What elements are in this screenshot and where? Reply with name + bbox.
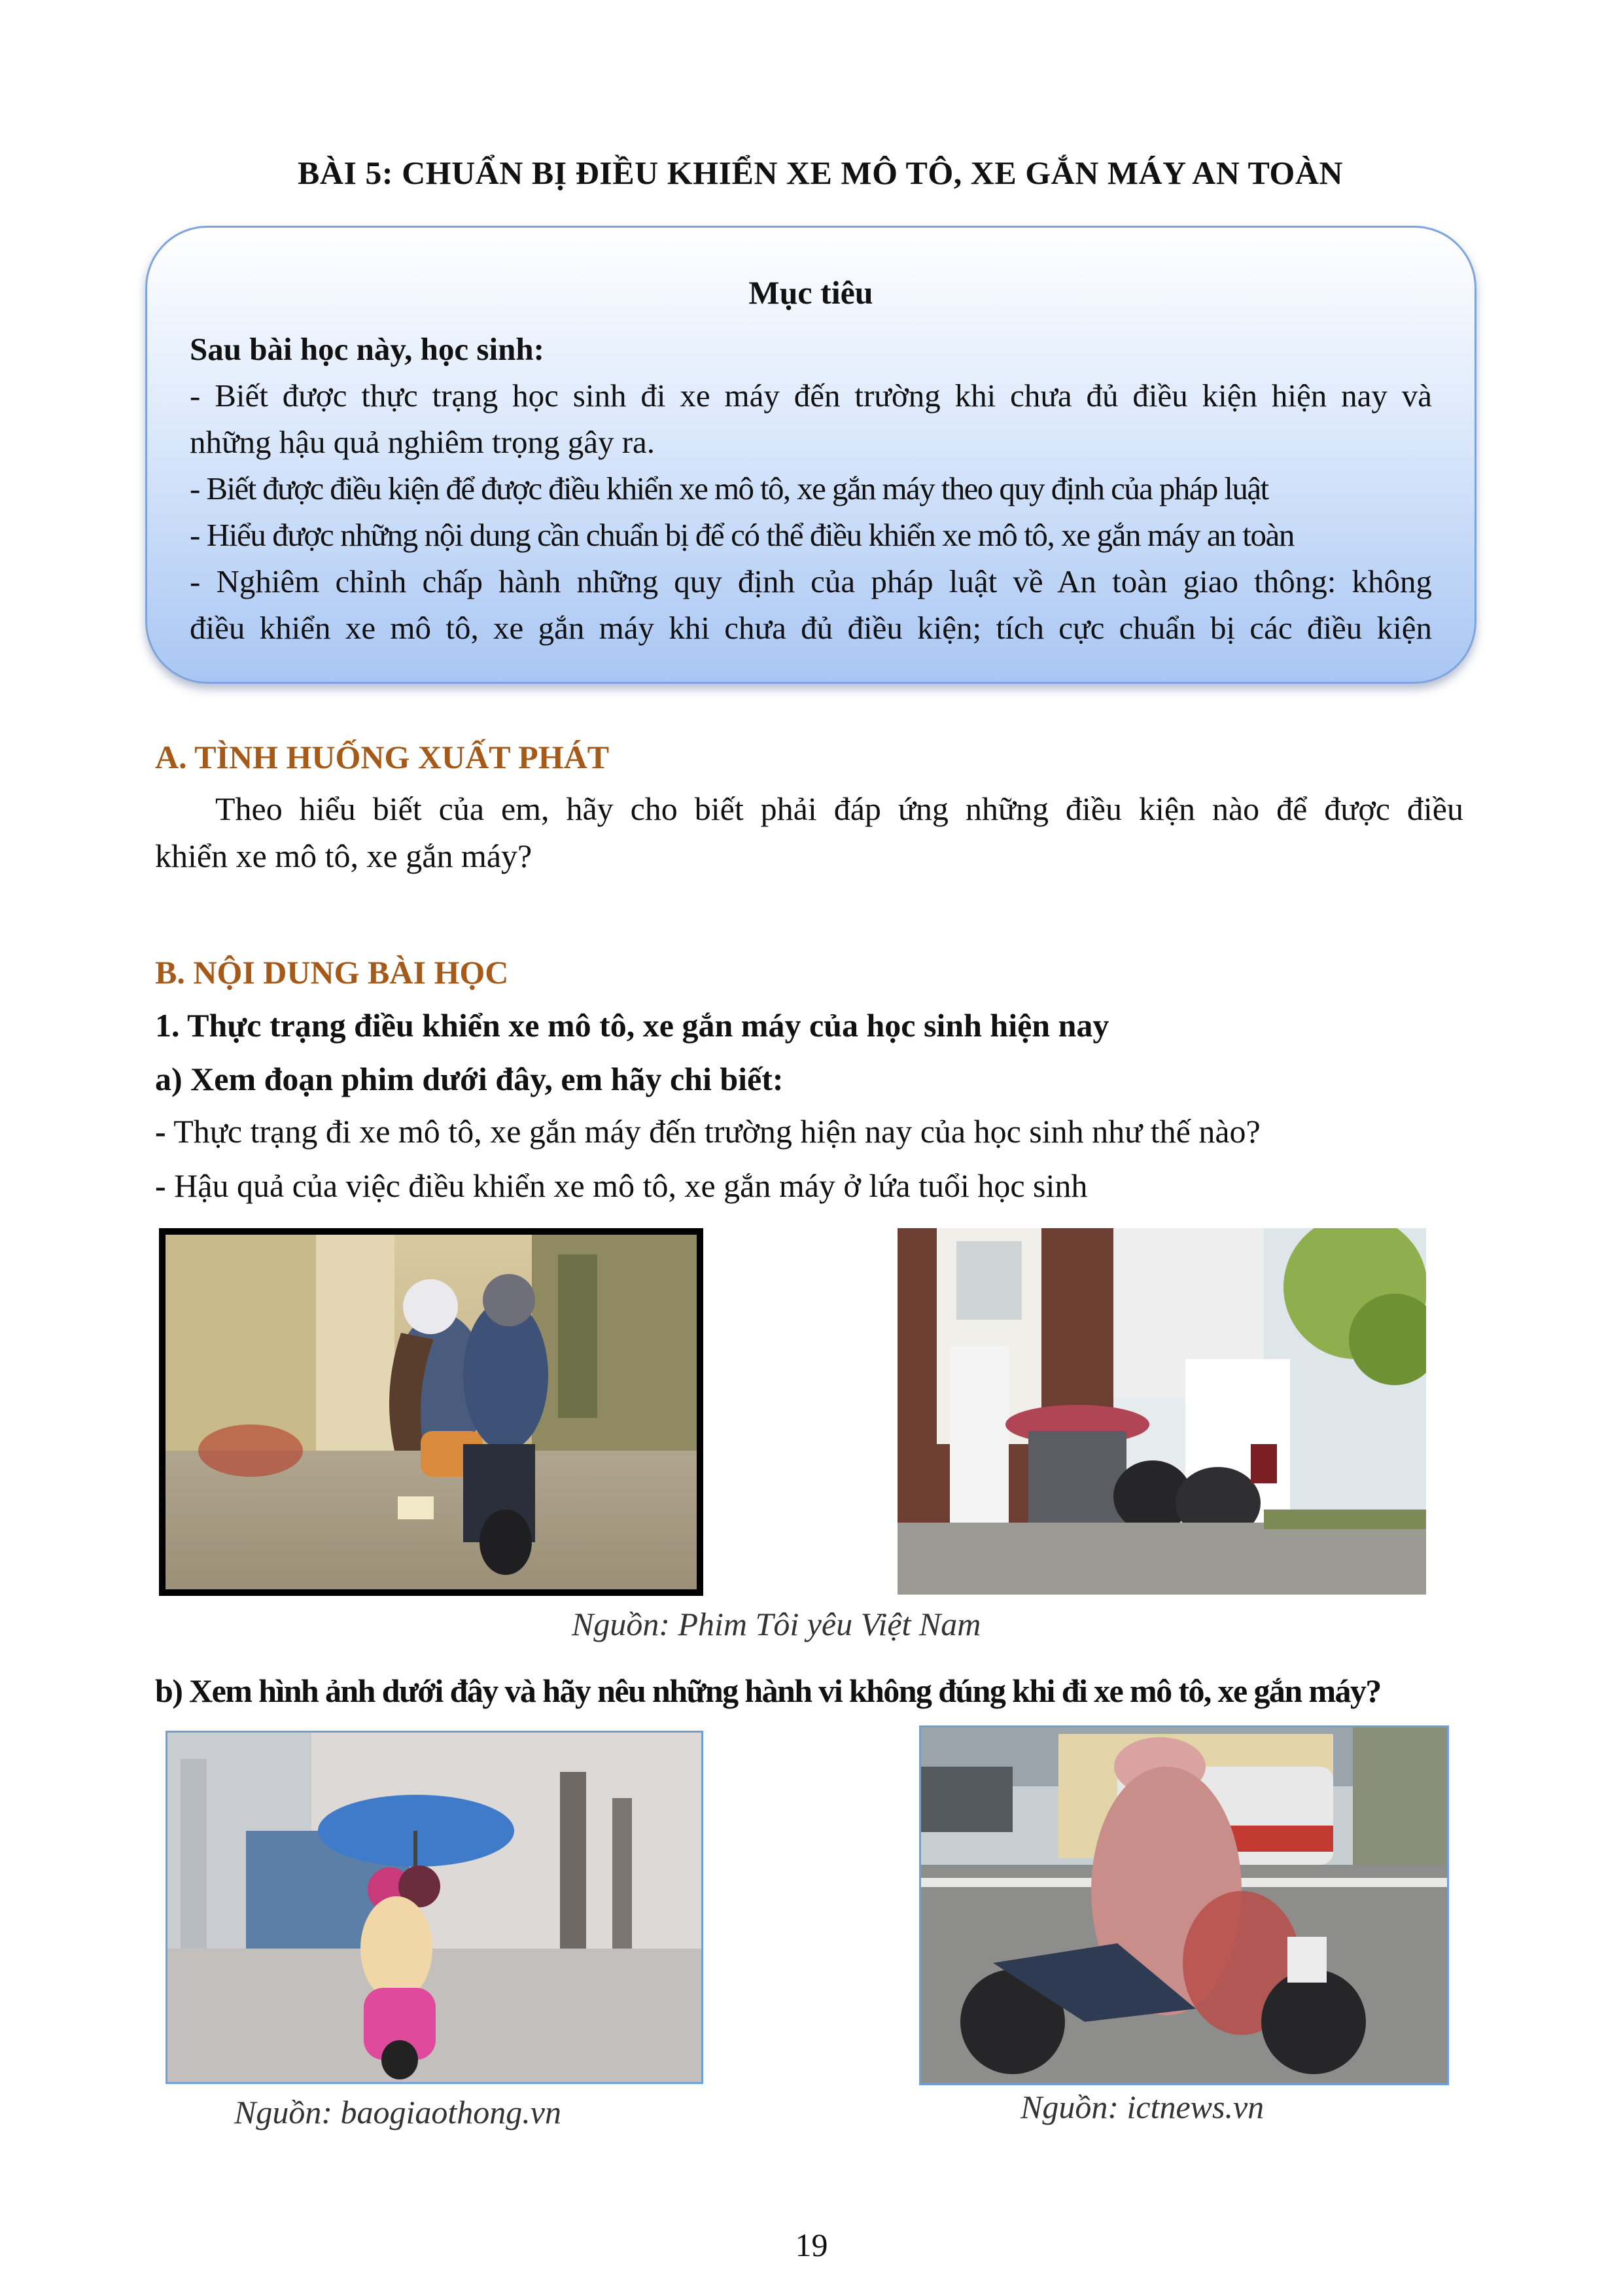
objectives-box	[145, 226, 1476, 684]
objective-line: điều khiển xe mô tô, xe gắn máy khi chưa đủ điều kiện; tích cực chuẩn bị các điều kiện	[190, 610, 1432, 646]
lesson-title: BÀI 5: CHUẨN BỊ ĐIỀU KHIỂN XE MÔ TÔ, XE GẮN MÁY AN TOÀN	[298, 154, 1344, 191]
objectives-intro: Sau bài học này, học sinh:	[190, 331, 544, 367]
photo-image	[921, 1727, 1447, 2083]
photo-girls-umbrella-scooter	[166, 1731, 703, 2084]
photo-image	[167, 1733, 701, 2082]
section-a-paragraph	[155, 785, 1463, 879]
bullet-text: Thực trạng đi xe mô tô, xe gắn máy đến trường hiện nay của học sinh như thế nào?	[166, 1113, 1261, 1150]
bullet-item	[155, 1167, 1087, 1205]
section-a-line: Theo hiểu biết của em, hãy cho biết phải đáp ứng những điều kiện nào để được điều	[215, 790, 1463, 827]
subsection-1-title: 1. Thực trạng điều khiển xe mô tô, xe gắn máy của học sinh hiện nay	[155, 1007, 1109, 1044]
section-b-heading: B. NỘI DUNG BÀI HỌC	[155, 954, 509, 991]
section-a-line: khiển xe mô tô, xe gắn máy?	[155, 838, 532, 874]
objectives-list	[190, 326, 1432, 651]
section-a-heading: A. TÌNH HUỐNG XUẤT PHÁT	[155, 739, 610, 775]
photo-image	[898, 1228, 1426, 1595]
bullet-item	[155, 1112, 1261, 1150]
caption-ictnews: Nguồn: ictnews.vn	[1021, 2089, 1265, 2125]
bullet-dash: -	[155, 1113, 166, 1150]
subsection-a-title: a) Xem đoạn phim dưới đây, em hãy chi biết:	[155, 1061, 784, 1097]
objective-line: - Nghiêm chỉnh chấp hành những quy định của pháp luật về An toàn giao thông: không	[190, 563, 1432, 599]
objective-line: - Hiểu được những nội dung cần chuẩn bị để có thể điều khiển xe mô tô, xe gắn máy an toàn	[190, 517, 1294, 553]
caption-baogiaothong: Nguồn: baogiaothong.vn	[234, 2094, 561, 2130]
photo-house-parked-motorbikes	[898, 1228, 1426, 1595]
photo-woman-motorbike-street	[919, 1725, 1449, 2085]
subsection-b-title: b) Xem hình ảnh dưới đây và hãy nêu những hành vi không đúng khi đi xe mô tô, xe gắn máy?	[155, 1672, 1381, 1709]
page-number: 19	[795, 2227, 828, 2263]
photo-students-motorbike	[159, 1228, 703, 1596]
objective-line: - Biết được thực trạng học sinh đi xe máy đến trường khi chưa đủ điều kiện hiện nay và	[190, 378, 1432, 414]
objective-line: - Biết được điều kiện để được điều khiển xe mô tô, xe gắn máy theo quy định của pháp luật	[190, 470, 1268, 506]
bullet-text: Hậu quả của việc điều khiển xe mô tô, xe gắn máy ở lứa tuổi học sinh	[166, 1167, 1088, 1204]
bullet-dash: -	[155, 1167, 166, 1204]
objectives-heading: Mục tiêu	[748, 274, 873, 311]
caption-film-source: Nguồn: Phim Tôi yêu Việt Nam	[572, 1606, 981, 1642]
photo-image	[166, 1235, 697, 1589]
objective-line: những hậu quả nghiêm trọng gây ra.	[190, 424, 655, 460]
